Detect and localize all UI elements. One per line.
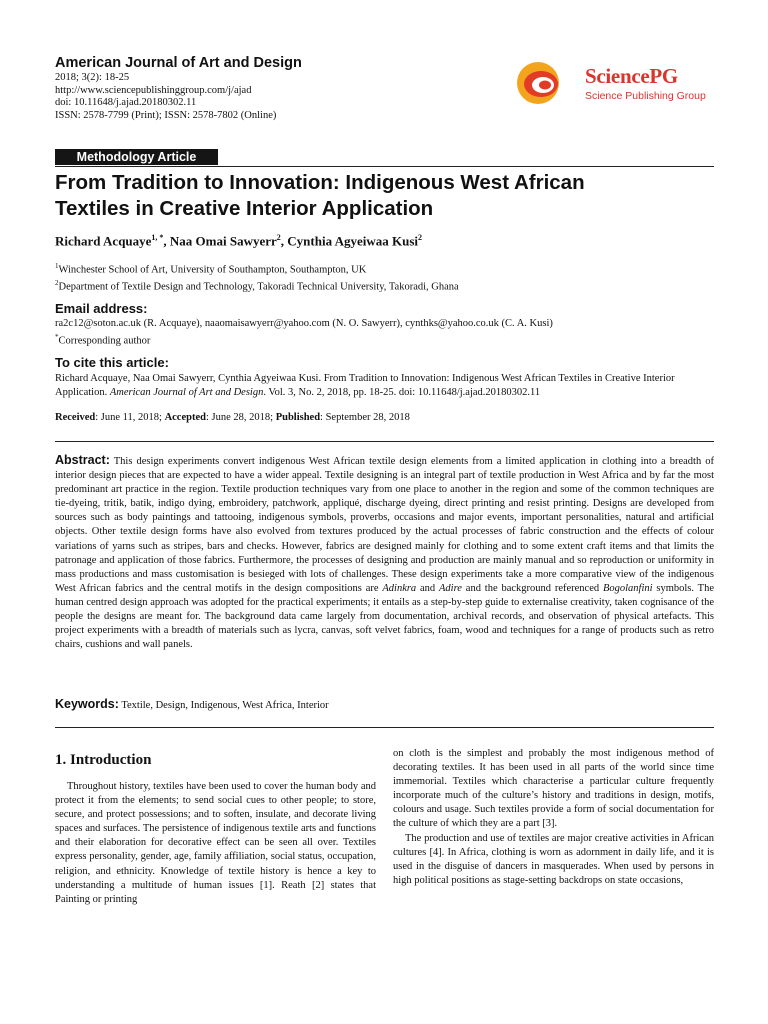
accepted-label: Accepted	[164, 412, 206, 423]
author-sup: 2	[276, 233, 281, 242]
paragraph: on cloth is the simplest and probably the most indigenous method of decorating textiles. It has been used in all parts of the world since time immemorial. Textiles which characterise a particular culture frequently incorporate much of the culture’s history and traditions in design, motifs, colours and usage. Such textiles provide a form of social documentation for the culture of which they are a part [3].	[393, 748, 714, 830]
abstract-italic: Adinkra	[382, 582, 417, 594]
email-addresses[interactable]: ra2c12@soton.ac.uk (R. Acquaye), naaomaisawyerr@yahoo.com (N. O. Sawyerr), cynthks@yahoo.co.uk (C. A. Kusi)	[55, 318, 553, 329]
title-line: Textiles in Creative Interior Application	[55, 197, 434, 220]
received-label: Received	[55, 412, 96, 423]
left-column	[55, 780, 376, 907]
abstract-italic: Bogolanfini	[602, 582, 653, 594]
affiliation	[55, 279, 459, 293]
accepted-date: : June 28, 2018;	[205, 412, 276, 423]
publisher-logo	[515, 58, 715, 108]
cite-part: Richard Acquaye, Naa Omai Sawyerr, Cynthia Agyeiwaa Kusi. From Tradition to Innovation: Indigenous West African Textiles in Creative Interior Application.	[55, 373, 675, 398]
author-sup: 2	[418, 233, 423, 242]
article-type-badge: Methodology Article	[55, 149, 218, 165]
author-name: Richard Acquaye	[55, 233, 152, 249]
corr-sup: *	[55, 333, 59, 341]
corr-text: Corresponding author	[58, 335, 151, 347]
author-separator: ,	[163, 233, 170, 249]
sciencepg-logo-icon	[515, 60, 561, 106]
citation-text	[55, 372, 715, 400]
email-heading: Email address:	[55, 301, 148, 316]
divider	[55, 727, 714, 728]
author-list	[55, 233, 422, 249]
corresponding-author	[55, 333, 150, 347]
meta-url[interactable]: http://www.sciencepublishinggroup.com/j/ajad	[55, 84, 252, 96]
title-line: From Tradition to Innovation: Indigenous West African	[55, 171, 585, 194]
affiliation	[55, 262, 366, 276]
author-name: Cynthia Agyeiwaa Kusi	[287, 233, 419, 249]
right-column	[393, 747, 714, 888]
author-sup: 1, *	[151, 233, 164, 242]
abstract-text: This design experiments convert indigenous West African textile design elements from a limited application in clothing into a breadth of interior design pieces that are expected to have a wider appeal. Textile designing is an integral part of textile production in West Africa and by far the most predominant art practice in the region. Textile production techniques vary from one place to another in the region and some of the common techniques are tie-dyeing, tritik, batik, indigo dying, embroidery, patchwork, appliqué, discharge dyeing, direct printing and resist printing. Designs are developed from sources such as body paintings and tattooing, indigenous symbols, proverbs, occasions and major events, important personalities, natural and artificial objects. Other textile design forms have also evolved from textures produced by the actual processes of fabric construction and the effects of colour variations of yarns such as stripes, bars and checks. However, fabrics are designed mainly for clothing and to some extent craft items and that limits the patronage and application of those fabrics. Furthermore, the processes of designing and production are mainly manual and so reproduction or uniformity in mass productions and mass customisation is besieged with lots of challenges. These design experiments take a more comparative view of the indigenous West African fabrics and the central motifs in the design compositions are	[55, 456, 714, 594]
divider	[55, 441, 714, 442]
article-title	[55, 170, 715, 222]
published-date: : September 28, 2018	[320, 412, 410, 423]
paragraph: Throughout history, textiles have been used to cover the human body and protect it from the elements; to send social cues to other people; to store, secure, and protect possessions; and to soften, insulate, and decorate living spaces and surfaces. The persistence of indigenous textile arts and functions and their elaboration for decorative effect can be seen all over. Textiles express personality, gender, age, family affiliation, social status, occupation, religion, and ethnicity. Knowledge of textile history is hence a key to understanding a multitude of human issues [1]. Reath [2] states that Painting or printing	[55, 781, 376, 905]
affiliation-text: Winchester School of Art, University of Southampton, Southampton, UK	[58, 264, 367, 276]
meta-issue: 2018; 3(2): 18-25	[55, 72, 130, 83]
affiliation-sup: 2	[55, 279, 59, 287]
meta-doi[interactable]: doi: 10.11648/j.ajad.20180302.11	[55, 97, 197, 109]
affiliation-text: Department of Textile Design and Technology, Takoradi Technical University, Takoradi, Ghana	[58, 281, 459, 293]
received-date: : June 11, 2018;	[95, 412, 165, 423]
keywords-text: Textile, Design, Indigenous, West Africa, Interior	[118, 700, 329, 711]
logo-name: SciencePG	[585, 64, 678, 88]
author-separator: ,	[280, 233, 288, 249]
journal-title: American Journal of Art and Design	[55, 55, 302, 71]
section-heading: 1. Introduction	[55, 752, 152, 768]
journal-meta	[55, 72, 276, 122]
cite-journal: American Journal of Art and Design	[109, 387, 264, 398]
keywords	[55, 697, 329, 711]
article-dates	[55, 412, 410, 423]
affiliation-sup: 1	[55, 262, 59, 270]
abstract-text: and	[416, 582, 440, 594]
cite-heading: To cite this article:	[55, 355, 169, 370]
abstract-text: symbols. The human centred design approach was adopted for the practical experiments; it entails as a step-by-step guide to externalise creativity, taken cognisance of the people the designs are meant for. The background data came largely from documentation, archival records, and observation of physical artefacts. This project experiments with a breadth of materials such as lycra, canvas, soft velvet fabrics, foam, wood and techniques for a range of products such as retro chairs, cushions and wall panels.	[55, 582, 714, 651]
keywords-label: Keywords:	[55, 697, 119, 711]
meta-issn: ISSN: 2578-7799 (Print); ISSN: 2578-7802 (Online)	[55, 109, 277, 121]
cite-part: . Vol. 3, No. 2, 2018, pp. 18-25. doi: 10.11648/j.ajad.20180302.11	[263, 387, 541, 398]
abstract-text: and the background referenced	[461, 582, 603, 594]
abstract-label: Abstract:	[55, 453, 110, 467]
abstract	[55, 453, 714, 652]
published-label: Published	[275, 412, 321, 423]
abstract-italic: Adire	[439, 582, 462, 594]
author-name: Naa Omai Sawyerr	[169, 233, 277, 249]
logo-subtitle: Science Publishing Group	[585, 90, 706, 102]
divider	[55, 166, 714, 167]
paragraph: The production and use of textiles are major creative activities in African cultures [4]. In Africa, clothing is worn as adornment in daily life, and it is used in the disguise of dancers in masquerades. When used by persons in high political positions as stage-setting backdrops on state occasions,	[393, 832, 714, 886]
